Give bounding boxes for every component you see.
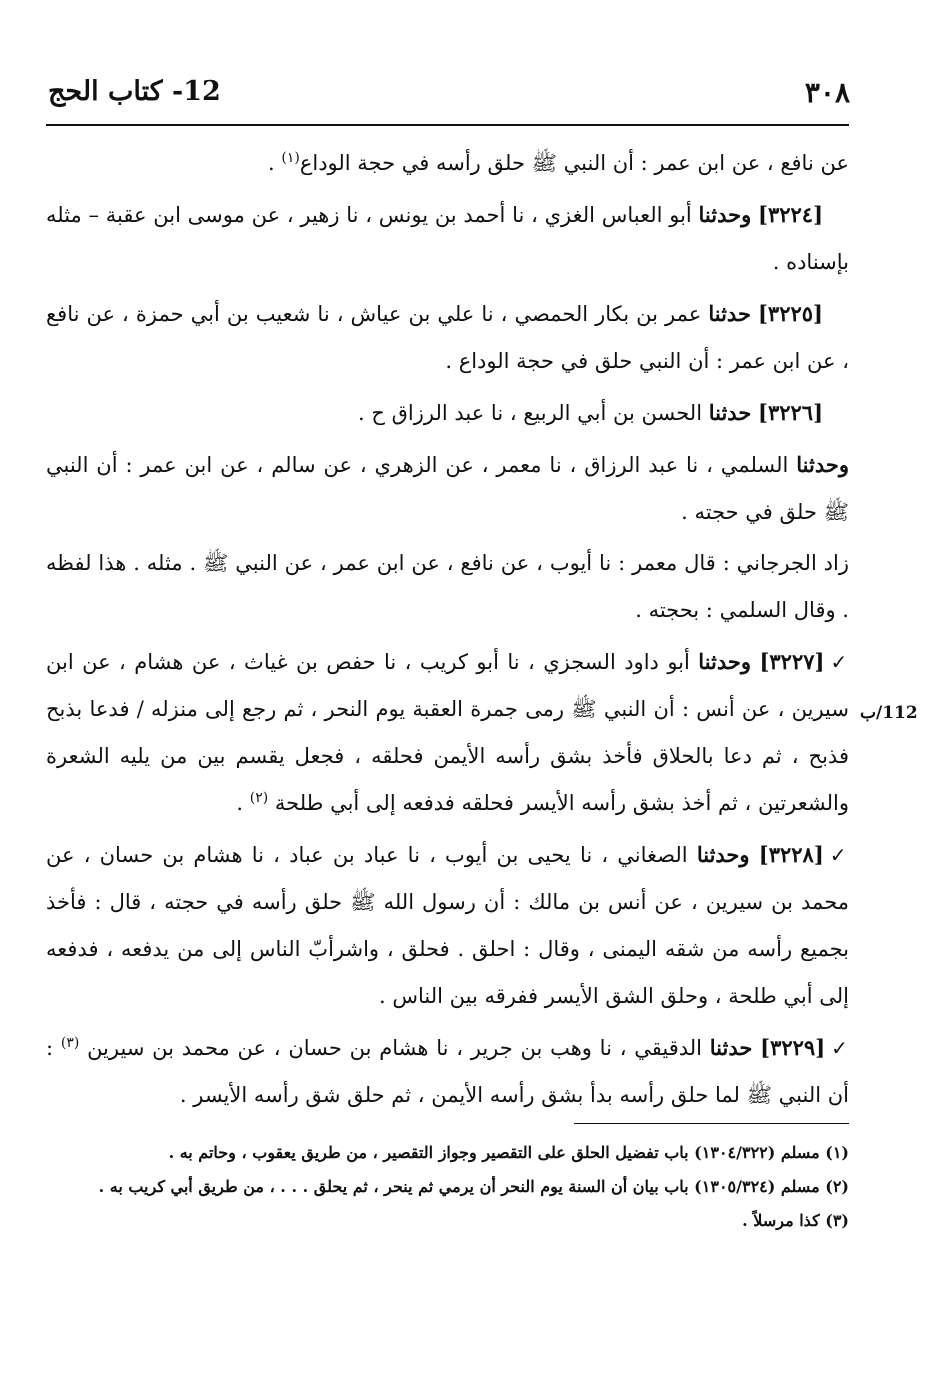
page-number: ٣٠٨ — [804, 76, 850, 109]
hadith-paragraph — [46, 831, 849, 1020]
hadith-number: [٣٢٢٨] — [758, 842, 824, 867]
paragraph-text: عمر بن بكار الحمصي ، نا علي بن عياش ، نا شعيب بن أبي حمزة ، عن نافع ، عن ابن عمر : أن النبي حلق في حجة الوداع . — [46, 302, 849, 373]
hadith-paragraph — [46, 389, 849, 437]
paragraph-text: زاد الجرجاني : قال معمر : نا أيوب ، عن نافع ، عن ابن عمر ، عن النبي ﷺ . مثله . هذا لفظه . وقال السلمي : بحجته . — [46, 551, 849, 622]
narration-lead: وحدثنا — [696, 842, 750, 867]
check-mark: ✓ — [829, 843, 850, 867]
footnote-rule — [574, 1123, 849, 1124]
narration-lead: وحدثنا — [698, 202, 752, 227]
header-rule — [46, 124, 849, 126]
hadith-paragraph — [46, 140, 849, 187]
footnote-ref: (١) — [281, 150, 300, 166]
hadith-number: [٣٢٢٤] — [758, 202, 823, 227]
hadith-paragraph — [46, 540, 849, 634]
footnote-ref: (٣) — [60, 1035, 80, 1051]
paragraph-text: الدقيقي ، نا وهب بن جرير ، نا هشام بن حسان ، عن محمد بن سيرين — [79, 1036, 702, 1060]
hadith-number: [٣٢٢٦] — [758, 400, 823, 425]
paragraph-text: أبو العباس الغزي ، نا أحمد بن يونس ، نا زهير ، عن موسى ابن عقبة – مثله بإسناده . — [46, 203, 849, 274]
hadith-paragraph — [46, 191, 849, 286]
hadith-number: [٣٢٢٥] — [757, 301, 823, 326]
narration-lead: حدثنا — [708, 400, 752, 425]
body-text — [46, 140, 849, 1123]
footnote: (٢) مسلم (١٣٠٥/٣٢٤) باب بيان أن السنة يوم النحر أن يرمي ثم ينحر ، ثم يحلق . . . ، من طريق أبي كريب به . — [98, 1177, 849, 1196]
narration-lead: حدثنا — [709, 1035, 753, 1060]
narration-lead: حدثنا — [708, 301, 751, 326]
hadith-paragraph — [46, 638, 849, 827]
chapter-title: 12- كتاب الحج — [48, 76, 221, 107]
paragraph-text: أبو داود السجزي ، نا أبو كريب ، نا حفص بن غياث ، عن هشام ، عن ابن سيرين ، عن أنس : أن النبي ﷺ رمى جمرة العقبة يوم النحر ، ثم رجع إلى منزله / فدعا بذبح فذبح ، ثم دعا بالحلاق فأخذ بشق رأسه الأيمن فحلقه ، فجعل يقسم بين من يليه الشعرة والشعرتين ، ثم أخذ بشق رأسه الأيسر فحلقه فدفعه إلى أبي طلحة — [46, 650, 849, 815]
footnotes — [46, 1137, 849, 1239]
paragraph-text: السلمي ، نا عبد الرزاق ، نا معمر ، عن الزهري ، عن سالم ، عن ابن عمر : أن النبي ﷺ حلق في حجته . — [46, 453, 849, 524]
paragraph-text: . — [236, 791, 250, 815]
check-mark: ✓ — [830, 650, 849, 674]
footnote-ref: (٢) — [249, 790, 269, 806]
paragraph-text: . — [268, 151, 282, 175]
footnote: (٣) كذا مرسلاً . — [742, 1211, 849, 1230]
check-mark: ✓ — [831, 1036, 849, 1060]
narration-lead: وحدثنا — [698, 649, 752, 674]
paragraph-text: عن نافع ، عن ابن عمر : أن النبي ﷺ حلق رأسه في حجة الوداع — [299, 151, 849, 175]
hadith-paragraph — [46, 1024, 849, 1119]
paragraph-text: الصغاني ، نا يحيى بن أيوب ، نا عباد بن عباد ، نا هشام بن حسان ، عن محمد بن سيرين ، عن أنس بن مالك : أن رسول الله ﷺ حلق رأسه في حجته ، قال : فأخذ بجميع رأسه من شقه اليمنى ، وقال : احلق . فحلق ، واشرأبّ الناس إلى من يدفعه ، فدفعه إلى أبي طلحة ، وحلق الشق الأيسر ففرقه بين الناس . — [46, 843, 849, 1008]
hadith-paragraph — [46, 290, 849, 385]
hadith-paragraph — [46, 441, 849, 536]
margin-note: 112/ب — [860, 703, 918, 723]
hadith-number: [٣٢٢٧] — [759, 649, 825, 674]
footnote: (١) مسلم (١٣٠٤/٣٢٢) باب تفضيل الحلق على التقصير وجواز التقصير ، من طريق يعقوب ، وحاتم به . — [168, 1143, 849, 1162]
paragraph-text: الحسن بن أبي الربيع ، نا عبد الرزاق ح . — [358, 401, 703, 425]
paragraph-text: : أن النبي ﷺ لما حلق رأسه بدأ بشق رأسه الأيمن ، ثم حلق شق رأسه الأيسر . — [46, 1036, 849, 1107]
hadith-number: [٣٢٢٩] — [760, 1035, 826, 1060]
narration-lead: وحدثنا — [796, 452, 850, 477]
